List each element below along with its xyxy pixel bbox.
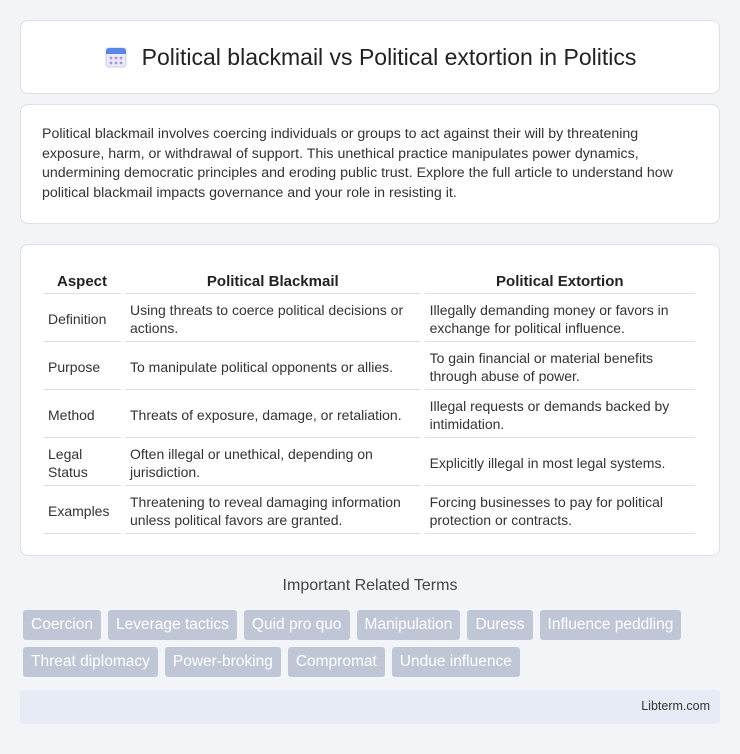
header-aspect: Aspect [43,269,121,294]
footer-brand-link[interactable]: Libterm.com [641,699,710,713]
related-term-tag[interactable]: Undue influence [392,647,520,677]
related-term-tag[interactable]: Duress [467,610,532,640]
related-term-tag[interactable]: Coercion [23,610,101,640]
calendar-icon [104,45,128,69]
cell-aspect: Legal Status [43,440,121,486]
related-term-tag[interactable]: Leverage tactics [108,610,237,640]
cell-extortion: Explicitly illegal in most legal systems. [425,440,695,486]
footer [20,690,720,724]
cell-extortion: Illegal requests or demands backed by intimidation. [425,392,695,438]
related-term-tag[interactable]: Threat diplomacy [23,647,158,677]
cell-extortion: Illegally demanding money or favors in exchange for political influence. [425,296,695,342]
cell-aspect: Definition [43,296,121,342]
related-term-tag[interactable]: Compromat [288,647,385,677]
page-title: Political blackmail vs Political extortion in Politics [141,43,637,70]
intro-text: Political blackmail involves coercing individuals or groups to act against their will by threatening exposure, harm, or withdrawal of support. This unethical practice manipulates power dynamics, undermining democratic principles and eroding public trust. Explore the full article to understand how political blackmail impacts governance and your role in resisting it. [42,126,673,201]
related-term-tag[interactable]: Influence peddling [540,610,682,640]
cell-blackmail: Often illegal or unethical, depending on jurisdiction. [125,440,421,486]
table-row [43,344,695,390]
related-term-tag[interactable]: Manipulation [357,610,461,640]
related-term-tag[interactable]: Power-broking [165,647,281,677]
cell-extortion: Forcing businesses to pay for political protection or contracts. [425,488,695,534]
cell-blackmail: Threatening to reveal damaging information unless political favors are granted. [125,488,421,534]
cell-extortion: To gain financial or material benefits through abuse of power. [425,344,695,390]
table-row [43,440,695,486]
comparison-table-card [20,244,720,556]
table-row [43,392,695,438]
related-term-tag[interactable]: Quid pro quo [244,610,350,640]
related-terms-title: Important Related Terms [282,577,458,594]
table-header-row [43,269,695,294]
related-terms-list [23,610,723,677]
cell-aspect: Purpose [43,344,121,390]
header-extortion: Political Extortion [425,269,695,294]
cell-blackmail: Using threats to coerce political decisions or actions. [125,296,421,342]
cell-blackmail: To manipulate political opponents or allies. [125,344,421,390]
cell-aspect: Method [43,392,121,438]
table-row [43,488,695,534]
table-row [43,296,695,342]
intro-card [20,104,720,224]
header-blackmail: Political Blackmail [125,269,421,294]
cell-blackmail: Threats of exposure, damage, or retaliation. [125,392,421,438]
title-card [20,20,720,94]
cell-aspect: Examples [43,488,121,534]
comparison-table [39,267,699,536]
